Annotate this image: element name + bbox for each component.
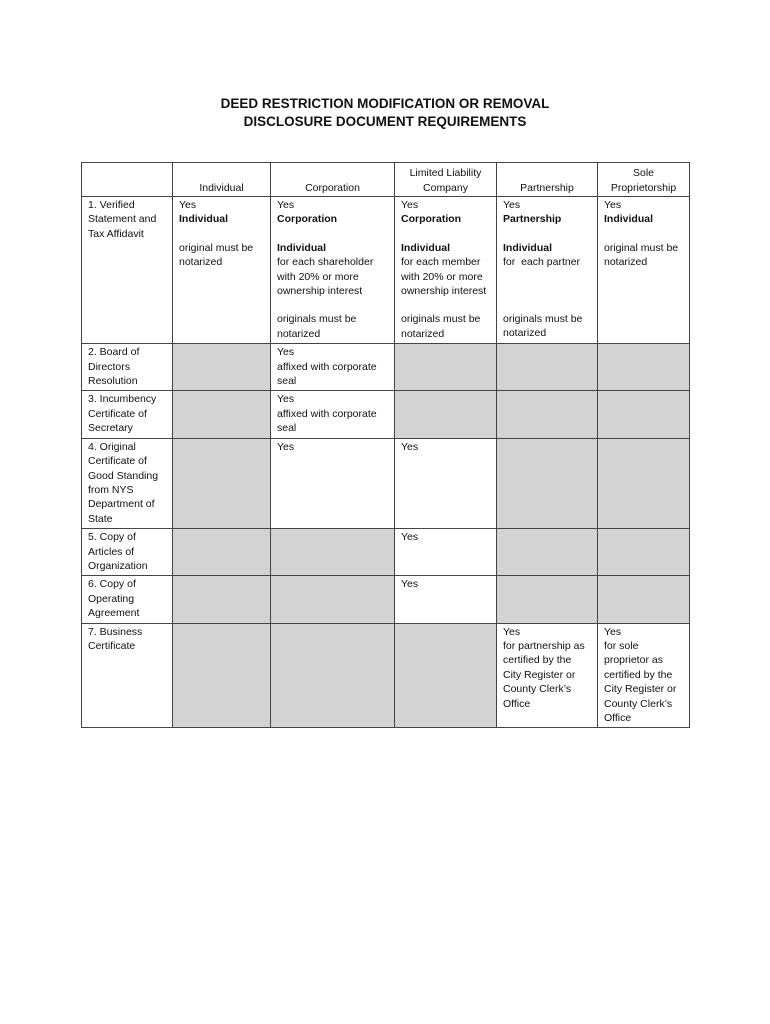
cell-individual-na [173,438,271,528]
cell-text-line: 2. Board of [88,346,140,359]
cell-llc [395,529,497,576]
cell-text-line: Resolution [88,375,138,388]
cell-partnership-na [497,391,598,438]
cell-text-line: Certificate [88,639,136,652]
spacer [277,298,388,312]
cell-text-line: for each shareholder [277,256,374,269]
cell-text-line: Partnership [520,181,574,194]
cell-corporation [271,438,395,528]
cell-text-line: Agreement [88,607,140,620]
cell-text-line: Yes [604,625,622,638]
cell-text-line: Sole [632,167,654,180]
cell-text-line: certified by the [604,668,673,681]
cell-sole-proprietorship-na [598,576,690,623]
cell-text-line: County Clerk’s [604,697,673,710]
cell-text-line: proprietor as [604,654,663,667]
row-label [82,576,173,623]
cell-text-line: ownership interest [401,285,487,298]
cell-text-line: Yes [604,199,622,211]
cell-text-line: original must be [179,241,254,254]
cell-text-line: Individual [199,181,244,194]
cell-text-line: Corporation [305,181,360,194]
cell-text-line: for each member [401,256,481,269]
cell-text-line: Organization [88,559,148,572]
cell-text-line: State [88,512,113,525]
cell-text-line: for each partner [503,256,581,269]
cell-text-line: City Register or [503,668,576,681]
cell-text-line: Office [604,712,632,724]
header-row [82,163,690,197]
cell-text-line: notarized [604,256,648,269]
cell-text-line: Individual [604,213,654,226]
spacer [503,270,591,284]
cell-text-line: notarized [277,327,321,340]
cell-llc-na [395,344,497,391]
cell-text-line: original must be [604,241,679,254]
cell-text-line: Company [423,181,468,194]
cell-text-line: notarized [179,256,223,269]
cell-text-line: for partnership as [503,639,585,652]
cell-llc [395,197,497,344]
cell-text-line: Directors [88,360,131,373]
cell-individual [173,197,271,344]
cell-text-line: Yes [277,199,295,211]
title-line-2: DISCLOSURE DOCUMENT REQUIREMENTS [243,114,527,129]
cell-llc-na [395,623,497,728]
cell-sole-proprietorship-na [598,529,690,576]
spacer [179,227,264,241]
spacer [503,298,591,312]
cell-text-line: originals must be [277,313,357,326]
cell-text-line: 1. Verified [88,199,135,211]
table-row [82,529,690,576]
cell-text-line: Articles of [88,545,135,558]
cell-text-line: 4. Original [88,440,136,453]
cell-text-line: Secretary [88,422,133,435]
cell-text-line: Tax Affidavit [88,227,144,240]
cell-llc-na [395,391,497,438]
cell-text-line: affixed with corporate [277,407,377,420]
cell-sole-proprietorship-na [598,344,690,391]
spacer [401,227,490,241]
header-requirement [82,163,173,197]
cell-text-line: Yes [277,440,295,453]
cell-sole-proprietorship [598,197,690,344]
cell-text-line: Yes [277,346,295,359]
table-row [82,344,690,391]
cell-corporation-na [271,623,395,728]
cell-individual-na [173,623,271,728]
cell-sole-proprietorship [598,623,690,728]
cell-sole-proprietorship-na [598,391,690,438]
table-row [82,623,690,728]
header-sole-proprietorship [598,163,690,197]
cell-text-line: Office [503,697,531,710]
cell-text-line: from NYS [88,483,134,496]
header-partnership [497,163,598,197]
cell-text-line: Limited Liability [409,167,482,180]
spacer [277,227,388,241]
cell-individual-na [173,576,271,623]
cell-corporation-na [271,576,395,623]
cell-text-line: Yes [503,625,521,638]
cell-partnership-na [497,438,598,528]
row-label [82,438,173,528]
cell-text-line: with 20% or more [401,270,483,283]
cell-text-line: Corporation [277,213,338,226]
cell-text-line: originals must be [503,312,583,325]
table-row [82,576,690,623]
row-label [82,529,173,576]
cell-partnership [497,197,598,344]
table-row [82,197,690,344]
cell-text-line: affixed with corporate [277,360,377,373]
cell-text-line: County Clerk’s [503,683,572,696]
cell-text-line: ownership interest [277,285,363,298]
cell-llc [395,576,497,623]
spacer [604,227,683,241]
cell-text-line: Proprietorship [610,181,677,194]
document-title [0,95,770,131]
cell-sole-proprietorship-na [598,438,690,528]
cell-text-line: Yes [401,531,419,544]
requirements-table [81,162,690,728]
cell-text-line: City Register or [604,683,677,696]
cell-text-line: 5. Copy of [88,531,136,544]
cell-individual-na [173,391,271,438]
cell-text-line: Yes [277,393,295,406]
cell-text-line: Statement and [88,213,157,226]
cell-llc [395,438,497,528]
cell-text-line: with 20% or more [277,270,359,283]
cell-text-line: notarized [503,327,547,340]
cell-text-line: Corporation [401,213,462,226]
header-corporation [271,163,395,197]
header-individual [173,163,271,197]
cell-text-line: 3. Incumbency [88,393,157,406]
cell-text-line: Department of [88,498,155,511]
cell-text-line: Yes [503,199,521,211]
cell-text-line: notarized [401,327,445,340]
spacer [401,298,490,312]
header-llc [395,163,497,197]
cell-text-line: Partnership [503,213,562,226]
cell-partnership-na [497,529,598,576]
spacer [503,284,591,298]
row-label [82,344,173,391]
cell-individual-na [173,529,271,576]
cell-corporation [271,344,395,391]
cell-text-line: Yes [179,199,197,211]
cell-text-line: Individual [401,241,451,254]
cell-text-line: 7. Business [88,625,143,638]
cell-corporation [271,391,395,438]
cell-individual-na [173,344,271,391]
cell-text-line: Certificate of [88,407,147,420]
table-row [82,438,690,528]
row-label [82,391,173,438]
title-line-1: DEED RESTRICTION MODIFICATION OR REMOVAL [220,96,550,111]
spacer [503,227,591,241]
table-row [82,391,690,438]
cell-text-line: Yes [401,440,419,453]
cell-text-line: seal [277,375,297,388]
cell-text-line: seal [277,422,297,435]
cell-text-line: certified by the [503,654,572,667]
cell-text-line: originals must be [401,313,481,326]
cell-text-line: Individual [503,241,553,254]
cell-text-line: Operating [88,592,135,605]
row-label [82,623,173,728]
cell-corporation-na [271,529,395,576]
cell-text-line: Yes [401,199,419,211]
cell-text-line: 6. Copy of [88,578,136,591]
cell-partnership-na [497,576,598,623]
cell-text-line: Certificate of [88,455,147,468]
cell-text-line: Good Standing [88,469,159,482]
cell-text-line: Individual [277,241,327,254]
cell-text-line: for sole [604,639,639,652]
row-label [82,197,173,344]
cell-partnership-na [497,344,598,391]
cell-partnership [497,623,598,728]
cell-text-line: Yes [401,578,419,591]
cell-text-line: Individual [179,213,229,226]
cell-corporation [271,197,395,344]
